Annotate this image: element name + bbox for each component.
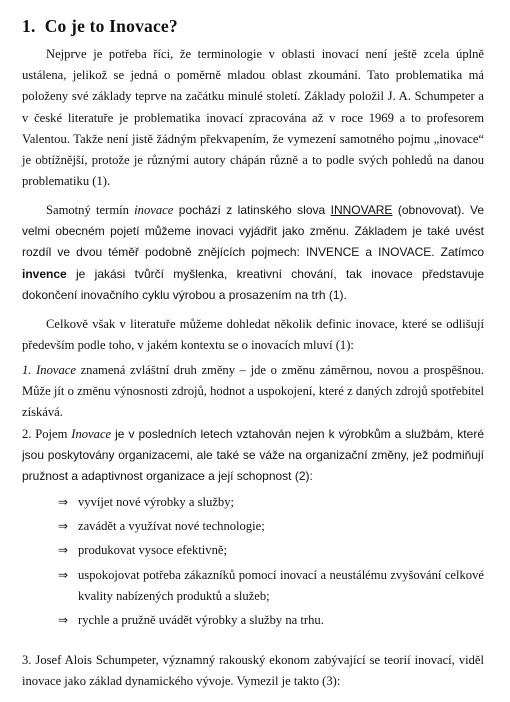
double-arrow-icon: ⇒ bbox=[58, 519, 69, 534]
paragraph-definitions-intro: Celkově však v literatuře můžeme dohledat několik definic inovace, které se odlišují především podle toho, v jakém kontextu se o inovacích mluví (1): bbox=[22, 317, 484, 353]
definition-1 bbox=[22, 360, 484, 424]
double-arrow-icon: ⇒ bbox=[58, 613, 69, 628]
definition-1-number: 1. bbox=[22, 363, 37, 377]
list-item: ⇒ produkovat vysoce efektivně; bbox=[58, 540, 484, 561]
term-origin-text: pochází z latinského slova bbox=[173, 203, 331, 217]
list-item: ⇒ zavádět a využívat nové technologie; bbox=[58, 516, 484, 537]
definition-1-text: znamená zvláštní druh změny – jde o změnu záměrnou, novou a prospěšnou. Může jít o změnu výnosnosti zdrojů, hodnot a uspokojení, které z daných zdrojů spotřebitel získává. bbox=[22, 363, 484, 420]
definition-2-text: je v posledních letech vztahován nejen k výrobkům a službám, které jsou poskytovány organizacemi, ale také se váže na organizační změny, jež podmiňují pružnost a adaptivnost organizace a její schopnost (2): bbox=[22, 427, 484, 484]
section-number: 1. bbox=[22, 16, 36, 36]
list-item: ⇒ vyvíjet nové výrobky a služby; bbox=[58, 492, 484, 513]
term-innovare: INNOVARE bbox=[330, 203, 393, 217]
term-definition-text: je jakási tvůrčí myšlenka, kreativní chování, tak inovace představuje dokončení inovačního cyklu výrobou a prosazením na trh (1). bbox=[22, 266, 484, 302]
paragraph-intro: Nejprve je potřeba říci, že terminologie v oblasti inovací není ještě zcela úplně ustálena, jelikož se jedná o poměrně mladou oblast zkoumání. Tato problematika má položeny své základy teprve na začátku minulé století. Základy položil J. A. Schumpeter a v české literatuře je problematika inovací zpracována až v roce 1969 a to profesorem Valentou. Takže není jistě žádným překvapením, že vymezení samotného pojmu „inovace“ je obtížnější, protože je různými autory chápán různě a to podle svých pohledů na danou problematiku (1). bbox=[22, 47, 484, 189]
double-arrow-icon: ⇒ bbox=[58, 543, 69, 558]
term-inovace: inovace bbox=[134, 203, 174, 217]
list-item: ⇒ uspokojovat potřeba zákazníků pomocí inovací a neustálému zvyšování celkové kvality nabízených produktů a služeb; bbox=[58, 565, 484, 607]
term-invence: invence bbox=[22, 266, 67, 281]
list-item: ⇒ rychle a pružně uvádět výrobky a služby na trhu. bbox=[58, 610, 484, 631]
section-title: Co je to Inovace? bbox=[44, 16, 178, 36]
paragraph-term bbox=[22, 200, 484, 306]
definition-1-term: Inovace bbox=[36, 363, 76, 377]
paragraph-schumpeter: 3. Josef Alois Schumpeter, významný rakouský ekonom zabývající se teorií inovací, viděl inovace jako základ dynamického vývoje. Vymezil je takto (3): bbox=[22, 653, 484, 689]
definition-2-number: 2. Pojem bbox=[22, 427, 72, 441]
capabilities-list bbox=[58, 492, 484, 634]
definition-2-term: Inovace bbox=[71, 427, 112, 441]
term-explanation-text: (obnovovat). Ve velmi obecném pojetí můžeme inovaci vyjádřit jako změnu. Základem je také uvést rozdíl ve dvou téměř podobně znějících pojmech: INVENCE a INOVACE. Zatímco bbox=[22, 203, 485, 260]
definition-2 bbox=[22, 424, 484, 488]
double-arrow-icon: ⇒ bbox=[58, 495, 69, 509]
term-intro-text: Samotný termín bbox=[46, 203, 135, 217]
section-heading bbox=[22, 16, 178, 37]
double-arrow-icon: ⇒ bbox=[58, 567, 69, 582]
